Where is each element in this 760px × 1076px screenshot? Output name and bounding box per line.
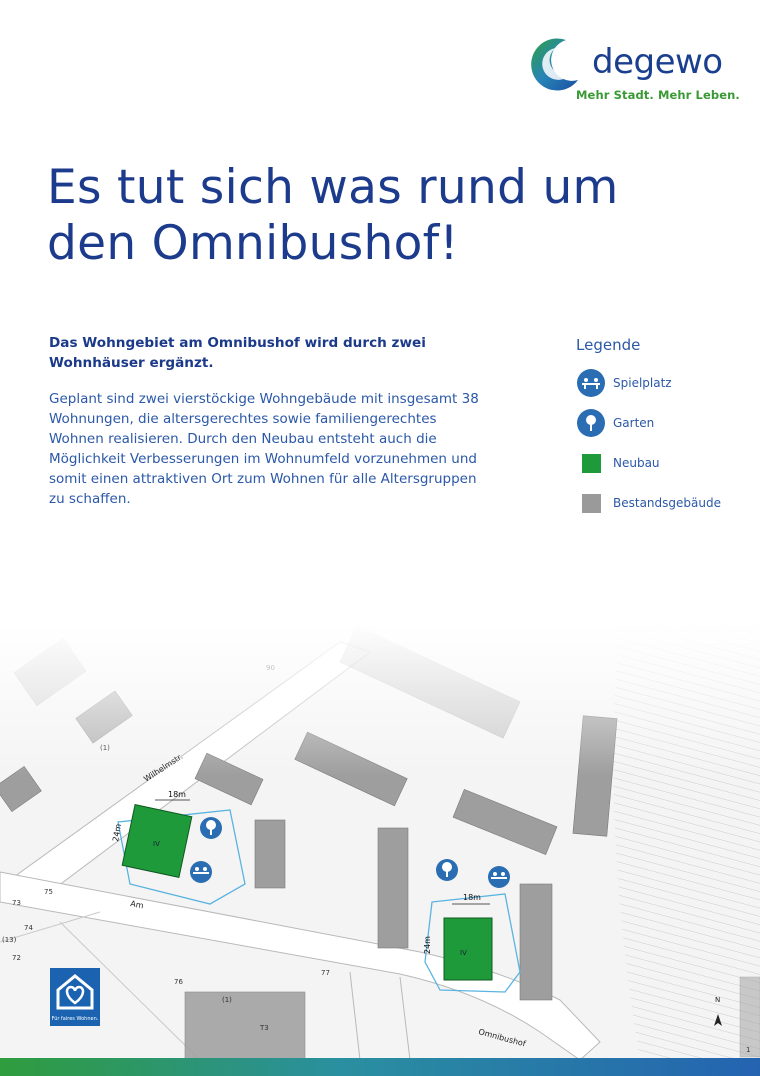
neubau-swatch	[582, 454, 601, 473]
legend-label: Spielplatz	[613, 376, 672, 390]
brand-name: degewo	[592, 42, 723, 82]
site-map	[0, 622, 760, 1060]
legend-item-neubau	[576, 448, 660, 478]
legend-label: Garten	[613, 416, 655, 430]
lead-paragraph: Das Wohngebiet am Omnibushof wird durch zwei Wohnhäuser ergänzt.	[49, 335, 426, 371]
bestand-swatch	[582, 494, 601, 513]
legend-label: Bestandsgebäude	[613, 496, 721, 510]
legend-item-spielplatz	[576, 368, 672, 398]
house-heart-icon	[50, 968, 100, 1014]
legend-title: Legende	[576, 336, 641, 354]
badge-text: Für faires Wohnen.	[51, 1016, 99, 1022]
legend-item-bestand	[576, 488, 721, 518]
page-number: 1	[746, 1046, 751, 1054]
legend-label: Neubau	[613, 456, 660, 470]
playground-icon	[577, 369, 605, 397]
page-title: Es tut sich was rund um den Omnibushof!	[47, 160, 619, 271]
footer-gradient-bar	[0, 1058, 760, 1076]
legend-item-garten	[576, 408, 654, 438]
body-paragraph: Geplant sind zwei vierstöckige Wohngebäude mit insgesamt 38 Wohnungen, die altersgerechtes sowie familiengerechtes Wohnen realisieren. Durch den Neubau entsteht auch die Möglichkeit Verbesserungen im Wohnumfeld vorzunehmen und somit einen attraktiven Ort zum Wohnen für alle Altersgruppen zu schaffen.	[49, 391, 479, 507]
garden-tree-icon	[577, 409, 605, 437]
brand-tagline: Mehr Stadt. Mehr Leben.	[576, 88, 740, 102]
